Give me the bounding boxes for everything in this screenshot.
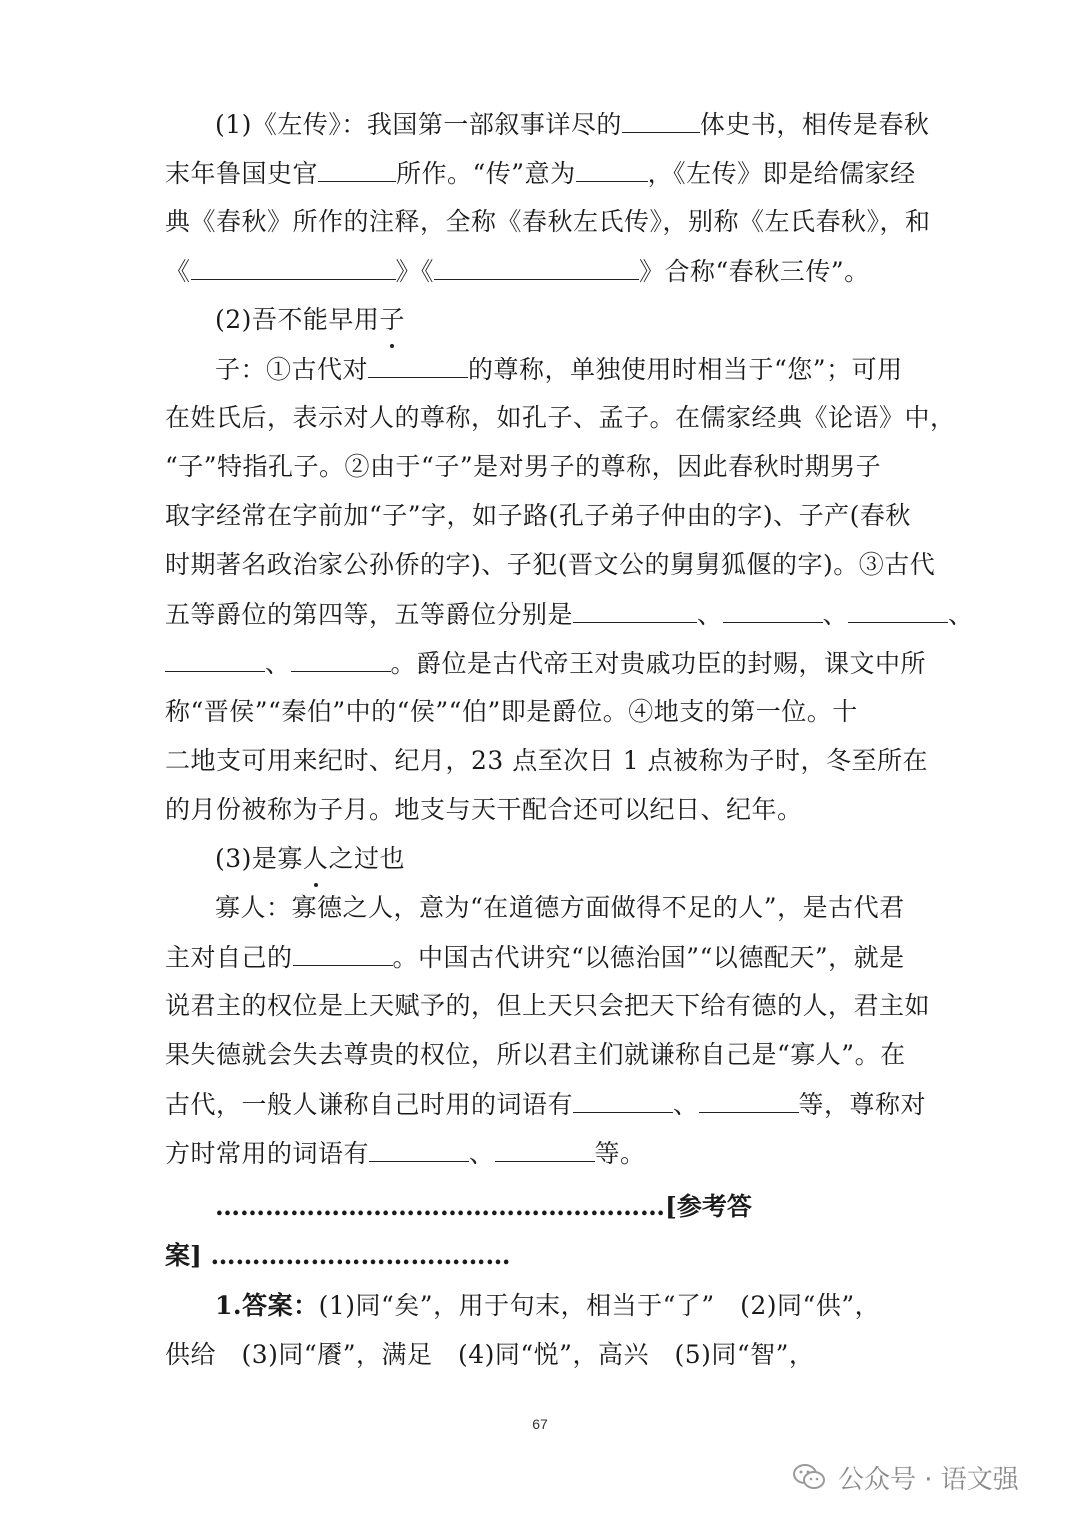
text-line: 在姓氏后，表示对人的尊称，如孔子、孟子。在儒家经典《论语》中，: [165, 403, 956, 432]
answer-line: 1.答案：(1)同“矣”，用于句末，相当于“了” (2)同“供”，: [215, 1291, 881, 1320]
text-line: (3)是寡人之过也: [215, 837, 405, 881]
answer-blank: [576, 151, 648, 182]
answer-blank: [699, 1082, 799, 1113]
text-line: 寡人：寡德之人，意为“在道德方面做得不足的人”，是古代君: [215, 893, 905, 922]
text-line: 时期著名政治家公孙侨的字)、子犯(晋文公的舅舅狐偃的字)。③古代: [165, 550, 936, 579]
watermark: [792, 1452, 1019, 1502]
text-line: 五等爵位的第四等，五等爵位分别是 、 、 、: [165, 592, 974, 636]
answer-blank: [573, 592, 697, 623]
answer-blank: [293, 935, 393, 966]
text-line: 取字经常在字前加“子”字，如子路(孔子弟子仲由的字)、子产(春秋: [165, 501, 911, 530]
answer-blank: [848, 592, 948, 623]
answer-blank: [165, 641, 265, 672]
answer-blank: [191, 249, 396, 280]
answer-blank: [573, 1082, 673, 1113]
text-line: 末年鲁国史官 所作。“传”意为 ，《左传》即是给儒家经: [165, 151, 916, 195]
text-line: (1)《左传》：我国第一部叙事详尽的 体史书，相传是春秋: [215, 102, 929, 146]
answer-blank: [368, 347, 468, 378]
text-line: 称“晋侯”“秦伯”中的“侯”“伯”即是爵位。④地支的第一位。十: [165, 697, 858, 726]
text-line: 子：①古代对 的尊称，单独使用时相当于“您”；可用: [215, 347, 903, 391]
answer-blank: [723, 592, 823, 623]
text-line: 、 。爵位是古代帝王对贵戚功臣的封赐，课文中所: [165, 641, 926, 685]
text-line: 典《春秋》所作的注释，全称《春秋左氏传》，别称《左氏春秋》，和: [165, 207, 931, 236]
text-line: (2)吾不能早用子: [215, 298, 405, 342]
answer-blank: [291, 641, 391, 672]
emphasis-dot-char: 人: [303, 837, 329, 881]
text-line: 果失德就会失去尊贵的权位，所以君主们就谦称自己是“寡人”。在: [165, 1040, 906, 1069]
text-line: 主对自己的 。中国古代讲究“以德治国”“以德配天”，就是: [165, 935, 905, 979]
text-line: 《 》《 》合称“春秋三传”。: [165, 249, 870, 293]
answer-line: 供给 (3)同“餍”，满足 (4)同“悦”，高兴 (5)同“智”，: [165, 1340, 815, 1369]
answer-separator: ………………………………………………[参考答: [215, 1192, 752, 1221]
text-line: “子”特指孔子。②由于“子”是对男子的尊称，因此春秋时期男子: [165, 452, 882, 481]
watermark-label: 公众号 · 语文强: [838, 1464, 1019, 1495]
text-line: 古代，一般人谦称自己时用的词语有 、 等，尊称对: [165, 1082, 926, 1126]
text-line: 方时常用的词语有 、 等。: [165, 1131, 646, 1175]
answer-blank: [369, 1131, 469, 1162]
answer-blank: [434, 249, 639, 280]
answer-separator: 案] ………………………………: [165, 1241, 511, 1270]
answer-blank: [622, 102, 700, 133]
page-number: 67: [532, 1416, 548, 1432]
answer-blank: [495, 1131, 595, 1162]
text-line: 二地支可用来纪时、纪月，23 点至次日 1 点被称为子时，冬至所在: [165, 746, 929, 775]
emphasis-dot-char: 子: [379, 298, 405, 342]
text-line: 的月份被称为子月。地支与天干配合还可以纪日、纪年。: [165, 795, 803, 824]
text-line: 说君主的权位是上天赋予的，但上天只会把天下给有德的人，君主如: [165, 991, 931, 1020]
answer-blank: [318, 151, 396, 182]
wechat-icon: [792, 1462, 826, 1492]
